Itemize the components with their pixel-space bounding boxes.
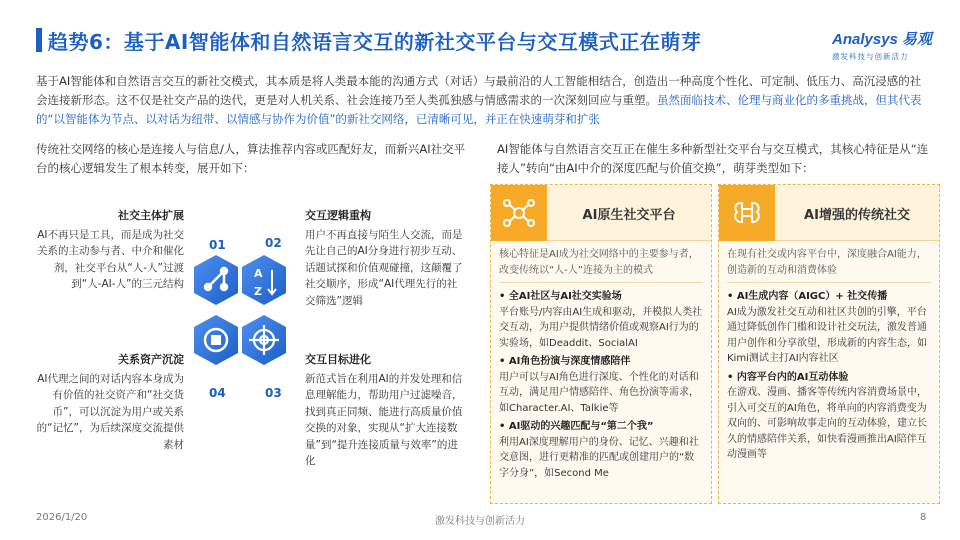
hexagon-number-03: 03 — [265, 386, 282, 400]
block-text: 用户不再直接与陌生人交流，而是先让自己的AI分身进行初步互动、话题试探和价值观碰撞，这颠覆了社交顺序，形成“AI代理先行的社交筛选”逻辑 — [305, 228, 463, 307]
card-bullet-text: 在游戏、漫画、播客等传统内容消费场景中，引入可交互的AI角色，将单向的内容消费变为双向的、可影响故事走向的互动体验，建立长久的情感陪伴关系，如快看漫画推出AI陪伴互动漫画等 — [727, 387, 927, 460]
card-bullet-text: AI成为激发社交互动和社区共创的引擎，平台通过降低创作门槛和设计社交玩法，激发普通用户创作和分享欲望，形成新的内容生态，如Kimi测试主打AI内容社区 — [727, 306, 927, 364]
card-ai-native-social — [490, 184, 712, 504]
footer-date: 2026/1/20 — [36, 512, 88, 523]
title-accent-bar — [36, 28, 42, 52]
card-bullet-heading: • AI角色扮演与深度情感陪伴 — [499, 354, 703, 370]
card-bullet-text: 利用AI深度理解用户的身份、记忆、兴趣和社交意图，进行更精准的匹配或创建用户的“数字分身”，如Second Me — [499, 436, 699, 479]
block-title: 社交主体扩展 — [118, 209, 184, 222]
right-intro: AI智能体与自然语言交互正在催生多种新型社交平台与交互模式，其核心特征是从“连接人”转向“由AI中介的深度匹配与价值交换”，萌芽类型如下： — [497, 142, 929, 175]
card-bullet-heading: • 内容平台内的AI互动体验 — [727, 370, 931, 386]
network-icon — [491, 185, 547, 241]
card-bullet-heading: • AI生成内容（AIGC）+ 社交传播 — [727, 289, 931, 305]
block-text: 新范式旨在利用AI的并发处理和信息理解能力，帮助用户过滤噪音，找到真正同频、能进行高质量价值交换的对象，实现从“扩大连接数量”到“提升连接质量与效率”的进化 — [305, 372, 463, 467]
block-title: 关系资产沉淀 — [118, 353, 184, 366]
svg-text:Z: Z — [254, 285, 262, 298]
logo-cn: 易观 — [901, 31, 932, 48]
hexagon-number-02: 02 — [265, 236, 282, 250]
card-bullet-text: 用户可以与AI角色进行深度、个性化的对话和互动，满足用户情感陪伴、角色扮演等需求，如Character.AI、Talkie等 — [499, 371, 699, 414]
page-title: 趋势6：基于AI智能体和自然语言交互的新社交平台与交互模式正在萌芽 — [48, 30, 702, 54]
card-header — [719, 185, 939, 241]
card-title: AI增强的传统社交 — [804, 207, 910, 223]
logo-tagline: 激发科技与创新活力 — [832, 52, 909, 61]
footer-tagline: 激发科技与创新活力 — [435, 516, 525, 527]
card-bullet-text: 平台账号/内容由AI生成和驱动，并模拟人类社交互动，为用户提供情绪价值或观察AI行为的实验场，如Deaddit、SocialAI — [499, 306, 703, 349]
hexagon-02 — [242, 255, 286, 305]
block-social-subject — [36, 208, 184, 293]
card-ai-enhanced-social — [718, 184, 940, 504]
block-interaction-logic — [305, 208, 465, 309]
page-number: 8 — [920, 512, 927, 523]
brain-chip-icon — [719, 185, 775, 241]
block-title: 交互逻辑重构 — [305, 209, 371, 222]
hexagon-number-01: 01 — [209, 238, 226, 252]
logo-wordmark: Analysys — [832, 31, 898, 48]
block-title: 交互目标进化 — [305, 353, 371, 366]
intro-text: 基于AI智能体和自然语言交互的新社交模式，其本质是将人类最本能的沟通方式（对话）与最前沿的人工智能相结合，创造出一种高度个性化、可定制、低压力、高沉浸感的社会连接新形态。这不仅是社交产品的迭代，更是对人机关系、社会连接乃至人类孤独感与情感需求的一次深刻回应与重塑。 — [36, 74, 922, 107]
intro-paragraph — [36, 72, 926, 129]
block-interaction-goal — [305, 352, 465, 470]
block-text: AI代理之间的对话内容本身成为有价值的社交资产和“社交货币”，可以沉淀为用户或关系的“记忆”，为后续深度交流提供素材 — [36, 372, 184, 451]
hexagon-number-04: 04 — [209, 386, 226, 400]
block-text: AI不再只是工具，而是成为社交关系的主动参与者、中介和催化剂，社交平台从“人-人”过渡到“人-AI-人”的三元结构 — [37, 228, 184, 290]
left-intro: 传统社交网络的核心是连接人与信息/人，算法推荐内容或匹配好友，而新兴AI社交平台的核心逻辑发生了根本转变，展开如下： — [36, 142, 466, 175]
intro-highlight: 虽然面临技术、伦理与商业化的多重挑战，但其代表的“以智能体为节点、以对话为纽带、以情感与协作为价值”的新社交网络，已清晰可见，并正在快速萌芽和扩张 — [36, 93, 922, 126]
card-description: 核心特征是AI成为社交网络中的主要参与者，改变传统以“人-人”连接为主的模式 — [499, 247, 703, 283]
card-title: AI原生社交平台 — [582, 207, 676, 223]
hexagon-diagram — [188, 225, 308, 395]
analysys-logo — [832, 28, 942, 62]
svg-text:A: A — [254, 267, 263, 280]
card-description: 在现有社交或内容平台中，深度融合AI能力，创造新的互动和消费体验 — [727, 247, 931, 283]
card-bullet-heading: • AI驱动的兴趣匹配与“第二个我” — [499, 419, 703, 435]
card-header — [491, 185, 711, 241]
card-bullet-heading: • 全AI社区与AI社交实验场 — [499, 289, 703, 305]
block-relationship-assets — [36, 352, 184, 453]
